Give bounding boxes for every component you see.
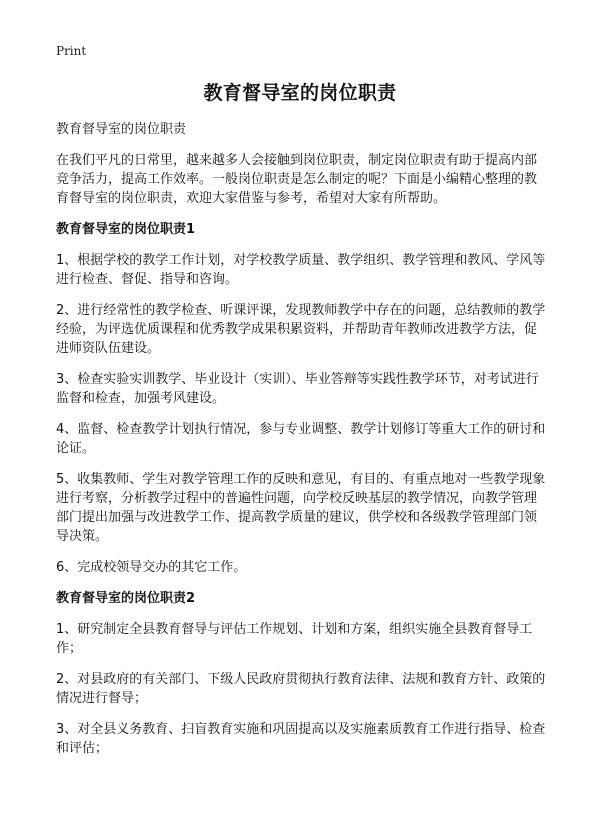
document-body xyxy=(56,120,548,770)
list-item: 2、进行经常性的教学检查、听课评课，发现教师教学中存在的问题，总结教师的教学经验，为评选优质课程和优秀教学成果积累资料，并帮助青年教师改进教学方法，促进师资队伍建设。 xyxy=(56,303,546,356)
list-item: 2、对县政府的有关部门、下级人民政府贯彻执行教育法律、法规和教育方针、政策的情况进行督导； xyxy=(56,672,546,706)
list-item: 4、监督、检查教学计划执行情况，参与专业调整、教学计划修订等重大工作的研讨和论证。 xyxy=(56,422,546,456)
list-item: 3、对全县义务教育、扫盲教育实施和巩固提高以及实施素质教育工作进行指导、检查和评估； xyxy=(56,722,546,756)
section-heading-1: 教育督导室的岗位职责1 xyxy=(56,222,196,237)
intro-paragraph: 在我们平凡的日常里，越来越多人会接触到岗位职责，制定岗位职责有助于提高内部竞争活力，提高工作效率。一般岗位职责是怎么制定的呢？下面是小编精心整理的教育督导室的岗位职责，欢迎大家借鉴与参考，希望对大家有所帮助。 xyxy=(56,153,538,206)
list-item: 3、检查实验实训教学、毕业设计（实训）、毕业答辩等实践性教学环节，对考试进行监督和检查，加强考风建设。 xyxy=(56,372,539,406)
list-item: 5、收集教师、学生对教学管理工作的反映和意见，有目的、有重点地对一些教学现象进行考察，分析教学过程中的普遍性问题，向学校反映基层的教学情况，向教学管理部门提出加强与改进教学工作、提高教学质量的建议，供学校和各级教学管理部门领导决策。 xyxy=(56,472,546,544)
document-subtitle: 教育督导室的岗位职责 xyxy=(56,122,187,137)
section-heading-2: 教育督导室的岗位职责2 xyxy=(56,591,196,606)
page-title: 教育督导室的岗位职责 xyxy=(203,82,397,104)
list-item: 1、根据学校的教学工作计划，对学校教学质量、教学组织、教学管理和教风、学风等进行检查、督促、指导和咨询。 xyxy=(56,253,546,287)
list-item: 1、研究制定全县教育督导与评估工作规划、计划和方案，组织实施全县教育督导工作； xyxy=(56,622,533,656)
section-2-items xyxy=(56,620,548,758)
list-item: 6、完成校领导交办的其它工作。 xyxy=(56,560,247,575)
print-link[interactable]: Print xyxy=(56,44,87,58)
section-1-items xyxy=(56,251,548,577)
